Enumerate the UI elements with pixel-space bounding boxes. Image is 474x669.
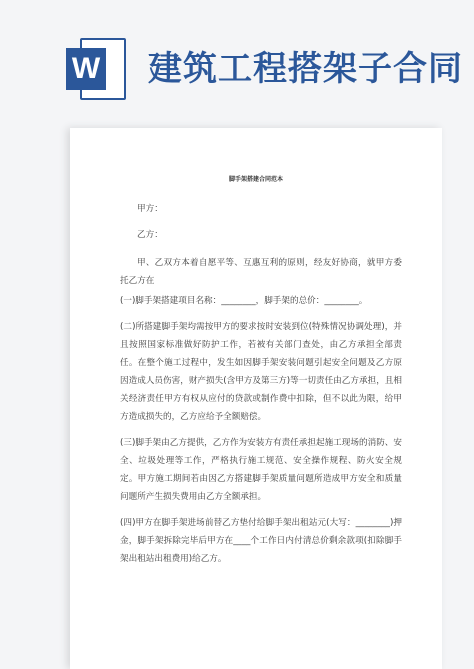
word-document-icon	[66, 38, 126, 100]
document-title: 脚手架搭建合同范本	[228, 176, 283, 183]
intro-paragraph: 甲、乙双方本着自愿平等、互惠互利的原则，经友好协商，就甲方委托乙方在	[120, 258, 402, 286]
party-b-label: 乙方：	[137, 230, 163, 240]
banner-title: 建筑工程搭架子合同	[148, 49, 463, 89]
clause-3-paragraph: (三)脚手架由乙方提供，乙方作为安装方有责任承担起施工现场的消防、安全、垃圾处理等工作，严格执行施工规范、安全操作规程、防火安全规定。甲方施工期间若由因乙方搭建脚手架质量问题所造成甲方安全和质量问题所产生损失费用由乙方全额承担。	[120, 438, 402, 502]
clause-4-paragraph: (四)甲方在脚手架进场前替乙方垫付给脚手架出租站元(大写：________)押金，脚手架拆除完毕后甲方在____个工作日内付清总价剩余款项(扣除脚手架出租站出租费用)给乙方。	[120, 518, 402, 564]
word-badge-letter: W	[66, 48, 106, 90]
document-page	[70, 128, 442, 669]
clause-2-paragraph: (二)所搭建脚手架均需按甲方的要求按时安装到位(特殊情况协调处理)，并且按照国家标准做好防护工作，若被有关部门查处，由乙方承担全部责任。在整个施工过程中，发生如因脚手架安装问题引起安全问题及乙方原因造成人员伤害，财产损失(含甲方及第三方)等一切责任由乙方承担，且相关经济责任甲方有权从应付的贷款或制作费中扣除，但不以此为限，给甲方造成损失的，乙方应给予全额赔偿。	[120, 322, 402, 422]
party-a-label: 甲方：	[137, 204, 163, 214]
clause-1-paragraph: (一)脚手架搭建项目名称：________，脚手架的总价：________。	[120, 296, 368, 306]
header-banner	[0, 0, 474, 120]
